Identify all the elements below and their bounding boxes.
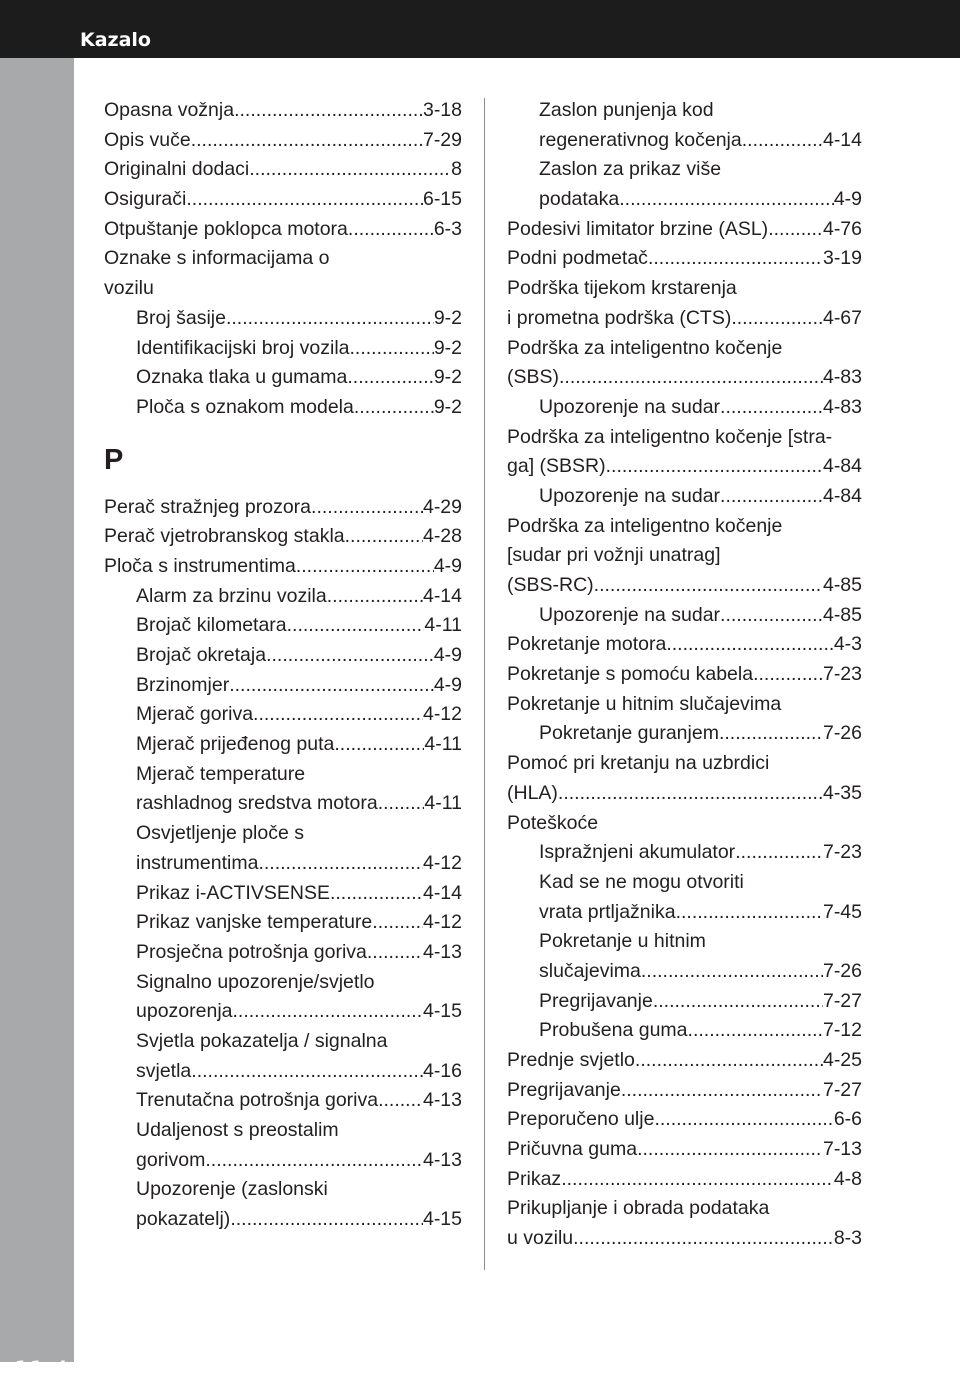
- dot-leader: [348, 215, 434, 245]
- dot-leader: [676, 898, 823, 928]
- index-subentry: [104, 789, 462, 819]
- page-reference: 4-14: [422, 881, 462, 904]
- index-subentry: [104, 760, 462, 790]
- index-term: (SBS): [507, 366, 560, 389]
- dot-leader: [653, 987, 823, 1017]
- dot-leader: [654, 1105, 833, 1135]
- page-reference: 7-27: [822, 1078, 862, 1101]
- page-reference: 4-67: [822, 306, 862, 329]
- index-term: rashladnog sredstva motora: [136, 792, 378, 815]
- index-term: Zaslon punjenja kod: [539, 99, 714, 121]
- index-subentry: [104, 1116, 462, 1146]
- index-term: u vozilu: [507, 1227, 574, 1250]
- page-reference: 4-28: [422, 525, 462, 548]
- page-reference: 4-84: [822, 484, 862, 507]
- page-reference: 4-83: [822, 366, 862, 389]
- dot-leader: [229, 671, 434, 701]
- index-subentry: [104, 968, 462, 998]
- index-term: Identifikacijski broj vozila: [136, 336, 350, 359]
- index-term: Originalni dodaci: [104, 158, 250, 181]
- index-entry: [507, 274, 862, 304]
- dot-leader: [742, 126, 823, 156]
- index-subentry: [104, 304, 462, 334]
- index-term: Trenutačna potrošnja goriva: [136, 1089, 379, 1112]
- column-divider: [484, 98, 485, 1270]
- dot-leader: [719, 719, 823, 749]
- page-reference: 4-8: [833, 1167, 862, 1190]
- index-entry: [507, 1224, 862, 1254]
- index-entry: [507, 363, 862, 393]
- index-term: podataka: [539, 188, 620, 211]
- index-letter-heading: P: [104, 443, 124, 476]
- dot-leader: [234, 96, 423, 126]
- index-entry: [104, 126, 462, 156]
- index-term: Prikupljanje i obrada podataka: [507, 1197, 770, 1220]
- page-reference: 4-83: [822, 395, 862, 418]
- dot-leader: [648, 244, 823, 274]
- index-entry: [104, 96, 462, 126]
- index-subentry: [104, 671, 462, 701]
- index-term: ga] (SBSR): [507, 455, 606, 478]
- index-term: Opasna vožnja: [104, 99, 235, 121]
- dot-leader: [372, 908, 423, 938]
- index-subentry: [507, 1016, 862, 1046]
- dot-leader: [558, 779, 823, 809]
- index-entry: [507, 452, 862, 482]
- index-subentry: [104, 611, 462, 641]
- page-reference: 3-19: [822, 247, 862, 270]
- dot-leader: [347, 363, 433, 393]
- index-entry: [507, 749, 862, 779]
- page-reference: 7-26: [822, 959, 862, 982]
- index-term: regenerativnog kočenja: [539, 128, 742, 151]
- page-reference: 4-12: [422, 703, 462, 726]
- dot-leader: [253, 700, 423, 730]
- dot-leader: [720, 482, 823, 512]
- index-subentry: [507, 482, 862, 512]
- index-column-left: [104, 96, 462, 1235]
- page-reference: 9-2: [433, 395, 462, 418]
- index-term: (SBS-RC): [507, 574, 594, 596]
- index-subentry: [104, 997, 462, 1027]
- dot-leader: [688, 1016, 823, 1046]
- page-reference: 4-84: [822, 455, 862, 478]
- index-term: upozorenja: [136, 1000, 233, 1023]
- index-entry: [507, 215, 862, 245]
- index-entry: [507, 1105, 862, 1135]
- index-term: Pokretanje guranjem: [539, 722, 719, 745]
- page-reference: 8: [451, 158, 462, 181]
- section-title: Kazalo: [80, 29, 151, 51]
- index-subentry: [104, 849, 462, 879]
- index-entry: [507, 779, 862, 809]
- page-reference: 4-76: [822, 217, 862, 240]
- dot-leader: [621, 1076, 823, 1106]
- dot-leader: [731, 304, 823, 334]
- dot-leader: [354, 393, 434, 423]
- dot-leader: [296, 552, 434, 582]
- index-term: vrata prtljažnika: [539, 900, 676, 923]
- dot-leader: [637, 1135, 823, 1165]
- dot-leader: [619, 185, 834, 215]
- page-reference: 4-15: [422, 1208, 462, 1231]
- page-reference: 4-12: [422, 911, 462, 934]
- page-reference: 4-25: [822, 1049, 862, 1071]
- dot-leader: [226, 304, 434, 334]
- index-subentry: [104, 334, 462, 364]
- index-term: Signalno upozorenje/svjetlo: [136, 970, 375, 993]
- page-reference: 4-85: [822, 603, 862, 626]
- dot-leader: [327, 582, 423, 612]
- index-entry: [507, 809, 862, 839]
- index-subentry: [507, 393, 862, 423]
- dot-leader: [266, 641, 434, 671]
- index-term: Probušena guma: [539, 1019, 688, 1042]
- dot-leader: [753, 660, 823, 690]
- dot-leader: [230, 1205, 423, 1235]
- index-term: Mjerač temperature: [136, 762, 306, 785]
- page-reference: 4-11: [424, 792, 462, 815]
- page-reference: 4-14: [822, 128, 862, 151]
- index-term: Oznake s informacijama o: [104, 247, 330, 270]
- page-reference: 4-15: [422, 1000, 462, 1023]
- index-subentry: [104, 730, 462, 760]
- index-subentry: [104, 363, 462, 393]
- page-reference: 7-13: [822, 1138, 862, 1161]
- index-term: instrumentima: [136, 851, 259, 874]
- index-subentry: [104, 819, 462, 849]
- page-number: 11-4: [14, 1356, 69, 1384]
- index-term: Prikaz vanjske temperature: [136, 911, 373, 934]
- page-reference: 4-12: [422, 851, 462, 874]
- index-subentry: [507, 838, 862, 868]
- page-reference: 4-35: [822, 781, 862, 804]
- index-term: Podrška za inteligentno kočenje: [507, 336, 783, 359]
- page-reference: 9-2: [433, 306, 462, 329]
- page-reference: 7-29: [422, 128, 462, 151]
- index-term: i prometna podrška (CTS): [507, 306, 732, 329]
- index-subentry: [104, 1205, 462, 1235]
- page-reference: 7-23: [822, 841, 862, 864]
- index-entry: [507, 334, 862, 364]
- page-reference: 4-11: [424, 733, 462, 756]
- page-reference: 4-85: [822, 574, 862, 596]
- index-subentry: [507, 155, 862, 185]
- index-term: Perač vjetrobranskog stakla: [104, 525, 345, 548]
- index-term: Otpuštanje poklopca motora: [104, 217, 348, 240]
- index-term: Broj šasije: [136, 306, 226, 329]
- index-term: Perač stražnjeg prozora: [104, 495, 312, 518]
- index-term: Pokretanje motora: [507, 633, 667, 656]
- index-subentry: [104, 1057, 462, 1087]
- page-reference: 7-23: [822, 663, 862, 686]
- dot-leader: [378, 1086, 423, 1116]
- index-entry: [507, 1165, 862, 1195]
- index-subentry: [104, 582, 462, 612]
- index-entry: [104, 215, 462, 245]
- index-term: Prikaz: [507, 1167, 562, 1190]
- index-term: Pokretanje s pomoću kabela: [507, 663, 754, 686]
- page-reference: 3-18: [422, 99, 462, 121]
- header-bar: [0, 0, 960, 58]
- index-term: Ploča s oznakom modela: [136, 395, 354, 418]
- page-reference: 4-14: [422, 584, 462, 607]
- dot-leader: [205, 1146, 423, 1176]
- index-term: Osvjetljenje ploče s: [136, 822, 304, 845]
- dot-leader: [735, 838, 823, 868]
- index-term: Podni podmetač: [507, 247, 648, 270]
- index-term: Ispražnjeni akumulator: [539, 841, 736, 864]
- index-term: Upozorenje na sudar: [539, 484, 721, 507]
- index-entry: [507, 423, 862, 453]
- index-subentry: [507, 868, 862, 898]
- index-entry: [507, 541, 862, 571]
- dot-leader: [559, 363, 823, 393]
- dot-leader: [378, 789, 425, 819]
- index-term: Udaljenost s preostalim: [136, 1119, 339, 1141]
- index-term: svjetla: [136, 1059, 192, 1082]
- dot-leader: [345, 522, 423, 552]
- index-term: gorivom: [136, 1148, 206, 1171]
- index-term: Svjetla pokazatelja / signalna: [136, 1029, 388, 1052]
- dot-leader: [635, 1046, 823, 1076]
- index-term: Opis vuče: [104, 128, 191, 151]
- index-term: Pokretanje u hitnim: [539, 930, 706, 953]
- index-term: Prednje svjetlo: [507, 1049, 635, 1071]
- index-subentry: [104, 700, 462, 730]
- page-reference: 6-15: [422, 188, 462, 211]
- index-term: Brojač okretaja: [136, 644, 267, 666]
- index-subentry: [507, 719, 862, 749]
- index-entry: [507, 1135, 862, 1165]
- index-entry: [104, 155, 462, 185]
- index-subentry: [104, 641, 462, 671]
- dot-leader: [720, 393, 823, 423]
- page-reference: 4-9: [433, 673, 462, 696]
- page-reference: 7-26: [822, 722, 862, 745]
- index-subentry: [507, 96, 862, 126]
- index-term: Podesivi limitator brzine (ASL): [507, 217, 769, 240]
- index-entry: [507, 512, 862, 542]
- index-term: Upozorenje na sudar: [539, 395, 721, 418]
- index-entry: [507, 690, 862, 720]
- index-subentry: [104, 1027, 462, 1057]
- page-reference: 4-9: [433, 554, 462, 577]
- dot-leader: [258, 849, 423, 879]
- index-entry: [507, 1046, 862, 1076]
- page-reference: 6-6: [833, 1108, 862, 1131]
- index-entry: [104, 185, 462, 215]
- dot-leader: [330, 879, 423, 909]
- index-term: pokazatelj): [136, 1208, 231, 1231]
- index-entry: [104, 493, 462, 523]
- dot-leader: [334, 730, 424, 760]
- page-reference: 4-13: [422, 1148, 462, 1171]
- index-subentry: [104, 938, 462, 968]
- index-entry: [104, 522, 462, 552]
- dot-leader: [641, 957, 823, 987]
- page-reference: 4-13: [422, 940, 462, 963]
- page-reference: 4-29: [422, 495, 462, 518]
- index-term: Alarm za brzinu vozila: [136, 584, 327, 607]
- dot-leader: [287, 611, 425, 641]
- index-term: Pregrijavanje: [507, 1078, 621, 1101]
- index-subentry: [507, 957, 862, 987]
- index-entry: [507, 1076, 862, 1106]
- dot-leader: [606, 452, 823, 482]
- index-term: Podrška za inteligentno kočenje: [507, 514, 783, 537]
- page-reference: 4-13: [422, 1089, 462, 1112]
- index-subentry: [104, 393, 462, 423]
- index-subentry: [507, 126, 862, 156]
- index-term: Preporučeno ulje: [507, 1108, 655, 1131]
- index-term: Upozorenje (zaslonski: [136, 1178, 328, 1201]
- page-reference: 4-9: [433, 644, 462, 666]
- dot-leader: [768, 215, 823, 245]
- index-entry: [507, 660, 862, 690]
- index-subentry: [507, 185, 862, 215]
- index-subentry: [104, 908, 462, 938]
- page-reference: 9-2: [433, 336, 462, 359]
- index-term: Pričuvna guma: [507, 1138, 638, 1161]
- index-subentry: [104, 1175, 462, 1205]
- index-entry: [507, 630, 862, 660]
- index-entry: [104, 274, 462, 304]
- index-term: Mjerač prijeđenog puta: [136, 733, 335, 756]
- index-term: Zaslon za prikaz više: [539, 158, 722, 181]
- index-term: Kad se ne mogu otvoriti: [539, 870, 744, 893]
- index-term: Brojač kilometara: [136, 614, 287, 637]
- index-subentry: [507, 601, 862, 631]
- index-subentry: [104, 1146, 462, 1176]
- page-reference: 4-3: [833, 633, 862, 656]
- index-term: Prosječna potrošnja goriva: [136, 940, 367, 963]
- index-entry: [507, 571, 862, 601]
- index-term: [sudar pri vožnji unatrag]: [507, 544, 721, 567]
- dot-leader: [666, 630, 833, 660]
- dot-leader: [720, 601, 823, 631]
- index-term: (HLA): [507, 781, 558, 804]
- index-entry: [104, 244, 462, 274]
- index-term: Poteškoće: [507, 811, 599, 834]
- index-entry: [104, 552, 462, 582]
- page-reference: 4-16: [422, 1059, 462, 1082]
- index-term: Brzinomjer: [136, 673, 230, 696]
- index-term: slučajevima: [539, 959, 641, 982]
- dot-leader: [249, 155, 451, 185]
- index-term: Upozorenje na sudar: [539, 603, 721, 626]
- dot-leader: [561, 1165, 834, 1195]
- index-term: Pomoć pri kretanju na uzbrdici: [507, 752, 770, 775]
- page-reference: 4-9: [833, 188, 862, 211]
- page-reference: 7-45: [822, 900, 862, 923]
- index-column-right: [507, 96, 862, 1254]
- index-entry: [507, 1194, 862, 1224]
- dot-leader: [191, 1057, 423, 1087]
- dot-leader: [186, 185, 423, 215]
- index-subentry: [104, 1086, 462, 1116]
- dot-leader: [311, 493, 423, 523]
- page-reference: 4-11: [424, 614, 462, 637]
- index-term: Pokretanje u hitnim slučajevima: [507, 692, 782, 715]
- dot-leader: [573, 1224, 834, 1254]
- dot-leader: [191, 126, 423, 156]
- index-term: Prikaz i-ACTIVSENSE: [136, 881, 330, 904]
- dot-leader: [233, 997, 423, 1027]
- dot-leader: [350, 334, 434, 364]
- index-subentry: [507, 898, 862, 928]
- dot-leader: [367, 938, 423, 968]
- index-entry: [507, 304, 862, 334]
- index-term: Oznaka tlaka u gumama: [136, 366, 348, 389]
- index-subentry: [104, 879, 462, 909]
- index-term: Mjerač goriva: [136, 703, 254, 726]
- index-term: Podrška za inteligentno kočenje [stra-: [507, 425, 833, 448]
- index-entry: [507, 244, 862, 274]
- index-term: Osigurači: [104, 188, 187, 211]
- index-term: Podrška tijekom krstarenja: [507, 277, 737, 300]
- index-term: Pregrijavanje: [539, 989, 653, 1012]
- index-term: Ploča s instrumentima: [104, 554, 296, 577]
- page-reference: 6-3: [433, 217, 462, 240]
- page-reference: 7-12: [822, 1019, 862, 1042]
- side-tab: [0, 58, 74, 1384]
- page-reference: 7-27: [822, 989, 862, 1012]
- index-term: vozilu: [104, 277, 154, 300]
- page-reference: 9-2: [433, 366, 462, 389]
- index-subentry: [507, 987, 862, 1017]
- dot-leader: [594, 571, 823, 601]
- page-reference: 8-3: [833, 1227, 862, 1250]
- index-subentry: [507, 927, 862, 957]
